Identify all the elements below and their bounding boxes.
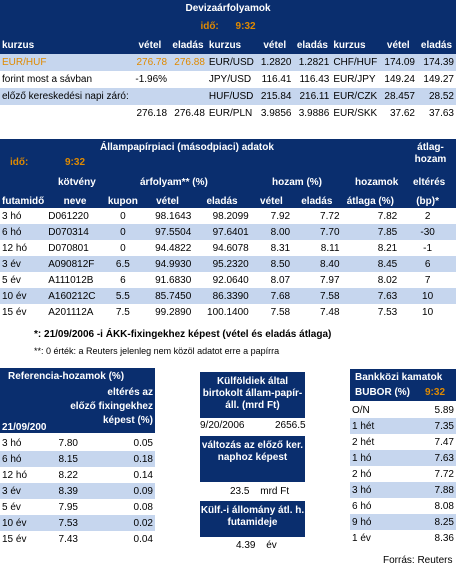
bonds-time: 9:32 [65, 157, 86, 168]
bubor-cell: 1 hét [352, 420, 375, 432]
bonds-cell: 10 [422, 290, 434, 302]
fx-cell: 215.84 [260, 91, 292, 102]
bonds-table [0, 194, 456, 320]
bonds-cell: 98.2099 [212, 210, 249, 222]
foreign-mat-row [236, 540, 277, 551]
bubor-row [350, 498, 456, 514]
bonds-cell: 6 hó [2, 226, 22, 238]
ref-cell: 8.22 [58, 469, 78, 481]
fx-table [0, 36, 456, 122]
bonds-atlag-label: átlag- [417, 142, 444, 153]
foreign-date: 9/20/2006 [200, 420, 245, 431]
foreign-mat-title: Külf.-i állomány átl. h. futamideje [200, 505, 305, 528]
bonds-col-header: eladás [206, 195, 238, 207]
bonds-cell: 7.82 [377, 210, 398, 222]
bonds-cell: D070314 [48, 226, 89, 238]
ref-date: 21/09/200 [2, 422, 47, 433]
fx-cell: EUR/PLN [208, 108, 253, 119]
bonds-cell: 7.63 [377, 290, 398, 302]
bubor-row [350, 482, 456, 498]
bonds-cell: 8.31 [270, 242, 291, 254]
bonds-cell: 92.0640 [212, 274, 249, 286]
fx-cell: 116.41 [261, 74, 292, 85]
bonds-cell: 86.3390 [212, 290, 249, 302]
bubor-cell: 2 hét [352, 436, 375, 448]
fx-cell: 37.62 [389, 108, 415, 119]
ref-row [0, 435, 155, 451]
bonds-cell: 8.21 [377, 242, 398, 254]
bonds-cell: 8.02 [377, 274, 398, 286]
bonds-cell: 8.40 [320, 258, 340, 270]
bubor-cell: 1 év [352, 532, 371, 544]
bonds-row [0, 208, 456, 224]
ref-header [0, 368, 155, 433]
fx-cell: EUR/SKK [333, 108, 378, 119]
bonds-cell: 8.45 [377, 258, 398, 270]
bubor-cell: 7.63 [434, 452, 454, 464]
ref-cell: 3 év [2, 485, 21, 497]
bonds-row [0, 272, 456, 288]
fx-col-header: kurzus [208, 39, 242, 51]
ref-cell: 12 hó [2, 469, 28, 481]
fx-cell: 174.09 [384, 57, 415, 68]
foreign-title: Külföldiek által birtokolt állam-papír-áll. (mrd Ft) [202, 376, 303, 411]
bonds-note1-mark: *: [34, 329, 42, 340]
bonds-cell: 7.72 [320, 210, 340, 222]
bonds-cell: 7.68 [270, 290, 291, 302]
bubor-row [350, 466, 456, 482]
foreign-value: 2656.5 [275, 420, 306, 431]
fx-cell: előző kereskedési napi záró: [2, 91, 129, 102]
bubor-header [350, 369, 456, 401]
bubor-cell: 9 hó [352, 516, 372, 528]
bonds-cell: 7 [424, 274, 431, 286]
bubor-row [350, 434, 456, 450]
bonds-col-header: eladás [301, 195, 333, 207]
bubor-cell: 7.35 [434, 420, 454, 432]
fx-cell [0, 105, 131, 122]
fx-cell: HUF/USD [208, 91, 254, 102]
bonds-cell: 10 év [2, 290, 27, 302]
bonds-col-header: kupon [107, 195, 138, 207]
bonds-cell: 100.1400 [207, 306, 249, 318]
bonds-cell: 7.97 [320, 274, 340, 286]
ref-col-h1: eltérés az [107, 387, 153, 398]
ref-cell: 7.53 [58, 517, 78, 529]
fx-cell: forint most a sávban [2, 74, 93, 85]
bubor-cell: 1 hó [352, 452, 372, 464]
bonds-cell: 12 hó [2, 242, 28, 254]
fx-cell: 1.2821 [298, 57, 330, 68]
ref-cell: 8.15 [58, 453, 78, 465]
foreign-change-row [230, 486, 289, 497]
fx-col-header: vétel [138, 39, 162, 51]
ref-row [0, 451, 155, 467]
foreign-value-row [200, 420, 360, 431]
bonds-time-label: idő: [10, 157, 29, 168]
bonds-cell: 8.11 [320, 242, 340, 254]
bonds-note2-mark: **: [34, 346, 44, 356]
fx-row [0, 71, 456, 88]
fx-col-header: vétel [386, 39, 410, 51]
bonds-hozam-label: hozam [414, 154, 447, 165]
ref-cell: 0.18 [133, 453, 153, 465]
bonds-cell: 94.4822 [155, 242, 192, 254]
fx-cell: 276.88 [174, 57, 205, 68]
bonds-row [0, 304, 456, 320]
bonds-kotveny-label: kötvény [58, 177, 96, 188]
ref-cell: 7.80 [58, 437, 78, 449]
bonds-cell: 0 [120, 226, 126, 238]
ref-cell: 0.05 [133, 437, 153, 449]
bonds-cell: 8.07 [270, 274, 291, 286]
ref-row [0, 515, 155, 531]
bubor-row [350, 418, 456, 434]
bonds-cell: 7.70 [320, 226, 340, 238]
fx-row [0, 54, 456, 71]
fx-cell: 37.63 [428, 108, 454, 119]
bonds-row [0, 256, 456, 272]
bonds-note1 [34, 329, 331, 340]
bonds-cell: -30 [420, 226, 435, 238]
bonds-arfolyam-label: árfolyam** (%) [140, 177, 208, 188]
foreign-change-unit: mrd Ft [260, 486, 290, 497]
bonds-cell: 0 [120, 210, 126, 222]
bonds-cell: 3 év [2, 258, 21, 270]
bubor-cell: O/N [352, 404, 370, 416]
bonds-cell: 85.7450 [155, 290, 192, 302]
ref-grid [0, 435, 155, 547]
ref-cell: 15 év [2, 533, 27, 545]
foreign-title-box [200, 372, 305, 418]
ref-cell: 7.95 [58, 501, 78, 513]
fx-col-header: eladás [296, 39, 328, 51]
fx-cell: EUR/HUF [2, 57, 47, 68]
bonds-row [0, 240, 456, 256]
bubor-cell: 7.88 [434, 484, 454, 496]
foreign-mat-box [200, 501, 305, 537]
ref-cell: 0.09 [133, 485, 153, 497]
ref-cell: 6 hó [2, 453, 22, 465]
ref-cell: 0.04 [133, 533, 153, 545]
bonds-cell: 6 [120, 274, 126, 286]
ref-cell: 7.43 [58, 533, 78, 545]
ref-title: Referencia-hozamok (%) [8, 371, 125, 382]
fx-cell: JPY/USD [208, 74, 252, 85]
fx-col-header: eladás [172, 39, 204, 51]
fx-cell: 28.457 [384, 91, 415, 102]
bonds-cell: 8.50 [270, 258, 291, 270]
fx-col-header: kurzus [2, 39, 35, 51]
bonds-elteres-label: eltérés [413, 177, 446, 188]
fx-cell [169, 88, 207, 105]
foreign-mat-unit: év [266, 540, 277, 551]
bonds-cell: 7.58 [270, 306, 291, 318]
ref-cell: 5 év [2, 501, 21, 513]
bonds-cell: 5.5 [115, 290, 130, 302]
fx-row [0, 105, 456, 122]
bubor-cell: 8.25 [434, 516, 454, 528]
ref-cell: 0.08 [133, 501, 153, 513]
bonds-cell: 6 [424, 258, 431, 270]
ref-row [0, 531, 155, 547]
ref-row [0, 499, 155, 515]
ref-col-h2: előző fixingekhez [70, 401, 153, 412]
fx-time-label: idő: [200, 21, 219, 32]
bonds-cell: 97.5504 [155, 226, 192, 238]
bubor-cell: 8.36 [434, 532, 454, 544]
bonds-cell: 3 hó [2, 210, 22, 222]
fx-time: 9:32 [235, 21, 256, 32]
bonds-cell: 15 év [2, 306, 27, 318]
ref-cell: 8.39 [58, 485, 78, 497]
bonds-col-header: vétel [260, 195, 283, 207]
fx-cell: -1.96% [135, 74, 168, 85]
bonds-cell: 7.92 [270, 210, 291, 222]
bonds-col-header: neve [63, 195, 87, 207]
fx-cell: 174.39 [423, 57, 454, 68]
bonds-cell: A201112A [48, 306, 94, 318]
foreign-change-box [200, 436, 305, 482]
bonds-title: Állampapírpiaci (másodpiaci) adatok [100, 142, 274, 153]
fx-title: Devizaárfolyamok [185, 3, 271, 14]
bubor-title: Bankközi kamatok [355, 372, 443, 383]
fx-cell: 28.52 [428, 91, 454, 102]
fx-cell [131, 88, 169, 105]
fx-cell: CHF/HUF [333, 57, 378, 68]
bonds-cell: 94.9930 [155, 258, 192, 270]
bonds-cell: 5 év [2, 274, 21, 286]
ref-row [0, 467, 155, 483]
bonds-col-header: átlaga (%) [346, 195, 394, 207]
fx-cell: 116.43 [299, 74, 330, 85]
bubor-cell: 5.89 [434, 404, 454, 416]
bubor-cell: 7.47 [434, 436, 454, 448]
bonds-col-header: (bp)* [416, 195, 439, 207]
bonds-sub-header-row [0, 194, 456, 208]
fx-cell: 276.48 [174, 108, 205, 119]
ref-cell: 0.02 [133, 517, 153, 529]
fx-cell: 216.11 [299, 91, 330, 102]
fx-cell: 276.18 [136, 108, 168, 119]
bonds-row [0, 288, 456, 304]
fx-title-bar [0, 0, 456, 36]
fx-header-row [0, 36, 456, 54]
bubor-cell: 6 hó [352, 500, 372, 512]
bonds-cell: 98.1643 [155, 210, 192, 222]
bonds-cell: 7.48 [320, 306, 340, 318]
bubor-row [350, 450, 456, 466]
bonds-cell: 6.5 [115, 258, 130, 270]
ref-cell: 3 hó [2, 437, 22, 449]
fx-cell: 3.9886 [298, 108, 330, 119]
foreign-mat-value: 4.39 [236, 540, 256, 551]
bubor-sub: BUBOR (%) [355, 387, 410, 398]
fx-cell: 149.27 [423, 74, 454, 85]
bonds-cell: 7.58 [320, 290, 340, 302]
bubor-row [350, 514, 456, 530]
bubor-cell: 3 hó [352, 484, 372, 496]
bonds-cell: 94.6078 [212, 242, 249, 254]
bonds-cell: 8.00 [270, 226, 291, 238]
fx-row [0, 88, 456, 105]
bonds-cell: A160212C [48, 290, 96, 302]
foreign-change-value: 23.5 [230, 486, 250, 497]
fx-cell: 149.24 [384, 74, 415, 85]
bonds-cell: D061220 [48, 210, 89, 222]
ref-cell: 10 év [2, 517, 27, 529]
ref-row [0, 483, 155, 499]
bonds-cell: 2 [424, 210, 431, 222]
bubor-cell: 8.08 [434, 500, 454, 512]
bonds-cell: A111012B [48, 274, 94, 286]
bonds-note2 [34, 346, 279, 356]
bubor-row [350, 402, 456, 418]
bonds-cell: 7.53 [377, 306, 398, 318]
bonds-col-header: futamidő [2, 195, 45, 207]
ref-table [0, 435, 155, 547]
bubor-cell: 2 hó [352, 468, 372, 480]
bonds-cell: 91.6830 [155, 274, 192, 286]
fx-cell: EUR/USD [208, 57, 254, 68]
bonds-note1-text: 21/09/2006 -i ÁKK-fixingekhez képest (vétel és eladás átlaga) [44, 329, 332, 340]
bonds-cell: 10 [422, 306, 434, 318]
bonds-cell: 7.85 [377, 226, 398, 238]
ref-col-h3: képest (%) [102, 415, 153, 426]
ref-cell: 0.14 [133, 469, 153, 481]
bonds-note2-text: 0 érték: a Reuters jelenleg nem közöl adatot erre a papírra [46, 346, 280, 356]
bubor-time: 9:32 [425, 387, 446, 398]
bonds-cell: 7.5 [115, 306, 130, 318]
fx-cell: 276.78 [136, 57, 168, 68]
bonds-row [0, 224, 456, 240]
bonds-cell: A090812F [48, 258, 95, 270]
source-note: Forrás: Reuters [383, 555, 453, 566]
bonds-cell: 0 [120, 242, 126, 254]
bonds-cell: -1 [423, 242, 433, 254]
bonds-hozamok-label: hozamok [355, 177, 399, 188]
foreign-change-title: változás az előző ker. naphoz képest [201, 440, 304, 463]
bonds-col-header: vétel [156, 195, 179, 207]
fx-cell: EUR/CZK [333, 91, 378, 102]
bubor-cell: 7.72 [434, 468, 454, 480]
bonds-cell: 95.2320 [212, 258, 249, 270]
fx-grid [0, 36, 456, 122]
fx-cell: 3.9856 [260, 108, 292, 119]
bonds-cell: 97.6401 [212, 226, 249, 238]
bubor-grid [350, 402, 456, 546]
fx-cell [169, 71, 207, 88]
bonds-cell: 99.2890 [155, 306, 192, 318]
fx-cell: 1.2820 [260, 57, 292, 68]
fx-col-header: vétel [263, 39, 287, 51]
fx-cell: EUR/JPY [333, 74, 376, 85]
bubor-table [350, 402, 456, 546]
bonds-grid [0, 194, 456, 320]
fx-col-header: eladás [420, 39, 453, 51]
bonds-header [0, 139, 456, 194]
bubor-row [350, 530, 456, 546]
fx-col-header: kurzus [333, 39, 366, 51]
bonds-hozam-pct-label: hozam (%) [272, 177, 322, 188]
bonds-cell: D070801 [48, 242, 89, 254]
